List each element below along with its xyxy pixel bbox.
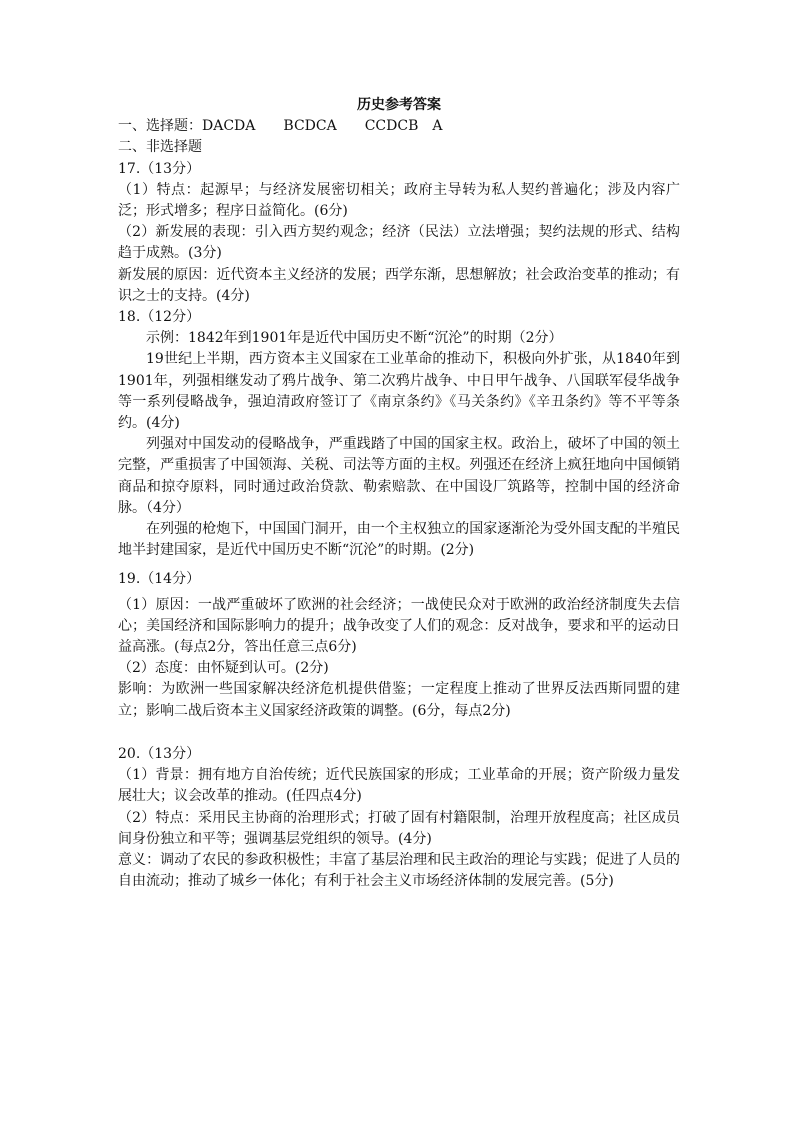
q20-heading: 20.（13分）	[118, 745, 201, 762]
q18-paragraph-4: 在列强的枪炮下，中国国门洞开，由一个主权独立的国家逐渐沦为受外国支配的半殖民地半封建国家，是近代中国历史不断“沉沦”的时期。(2分)	[118, 521, 680, 559]
section2-label: 二、非选择题	[118, 139, 202, 156]
q17-heading: 17.（13分）	[118, 160, 201, 177]
mc-answer-group-1: DACDA	[202, 118, 256, 135]
section1-label: 一、选择题：	[118, 118, 202, 135]
q19-part2-impact: 影响：为欧洲一些国家解决经济危机提供借鉴；一定程度上推动了世界反法西斯同盟的建立；影响二战后资本主义国家经济政策的调整。(6分，每点2分)	[118, 681, 680, 719]
answer-document	[118, 95, 680, 892]
mc-answer-group-2: BCDCA	[283, 118, 337, 135]
q18-heading: 18.（12分）	[118, 309, 201, 326]
document-title: 历史参考答案	[357, 97, 441, 113]
q19-heading: 19.（14分）	[118, 571, 201, 588]
section1-multiple-choice	[118, 116, 680, 137]
q17-part1: （1）特点：起源早；与经济发展密切相关；政府主导转为私人契约普遍化；涉及内容广泛；形式增多；程序日益简化。(6分)	[118, 181, 680, 220]
q20-part2-significance: 意义：调动了农民的参政积极性；丰富了基层治理和民主政治的理论与实践；促进了人员的自由流动；推动了城乡一体化；有利于社会主义市场经济体制的发展完善。(5分)	[118, 851, 680, 890]
q17-part2-reasons: 新发展的原因：近代资本主义经济的发展；西学东渐，思想解放；社会政治变革的推动；有识之士的支持。(4分)	[118, 266, 680, 304]
q18-example: 示例：1842年到1901年是近代中国历史不断“沉沦”的时期（2分）	[146, 330, 563, 347]
q20-part1: （1）背景：拥有地方自治传统；近代民族国家的形成；工业革命的开展；资产阶级力量发展壮大；议会改革的推动。(任四点4分)	[118, 767, 680, 805]
q17-part2: （2）新发展的表现：引入西方契约观念；经济（民法）立法增强；契约法规的形式、结构趋于成熟。(3分)	[118, 224, 680, 262]
mc-answer-group-4: A	[432, 118, 443, 135]
q20-part2: （2）特点：采用民主协商的治理形式；打破了固有村籍限制，治理开放程度高；社区成员间身份独立和平等；强调基层党组织的领导。(4分)	[118, 809, 680, 847]
q18-paragraph-2: 19世纪上半期，西方资本主义国家在工业革命的推动下，积极向外扩张，从1840年到1901年，列强相继发动了鸦片战争、第二次鸦片战争、中日甲午战争、八国联军侵华战争等一系列侵略战争，强迫清政府签订了《南京条约》《马关条约》《辛丑条约》等不平等条约。(4分)	[118, 351, 680, 432]
q18-paragraph-3: 列强对中国发动的侵略战争，严重践踏了中国的国家主权。政治上，破坏了中国的领土完整，严重损害了中国领海、关税、司法等方面的主权。列强还在经济上疯狂地向中国倾销商品和掠夺原料，同时通过政治贷款、勒索赔款、在中国设厂筑路等，控制中国的经济命脉。（4分）	[118, 436, 680, 516]
q19-part2: （2）态度：由怀疑到认可。(2分)	[118, 660, 329, 677]
q19-part1: （1）原因：一战严重破坏了欧洲的社会经济；一战使民众对于欧洲的政治经济制度失去信心；美国经济和国际影响力的提升；战争改变了人们的观念：反对战争，要求和平的运动日益高涨。(每点2分，答出任意三点6分)	[118, 596, 680, 656]
mc-answer-group-3: CCDCB	[364, 118, 419, 135]
